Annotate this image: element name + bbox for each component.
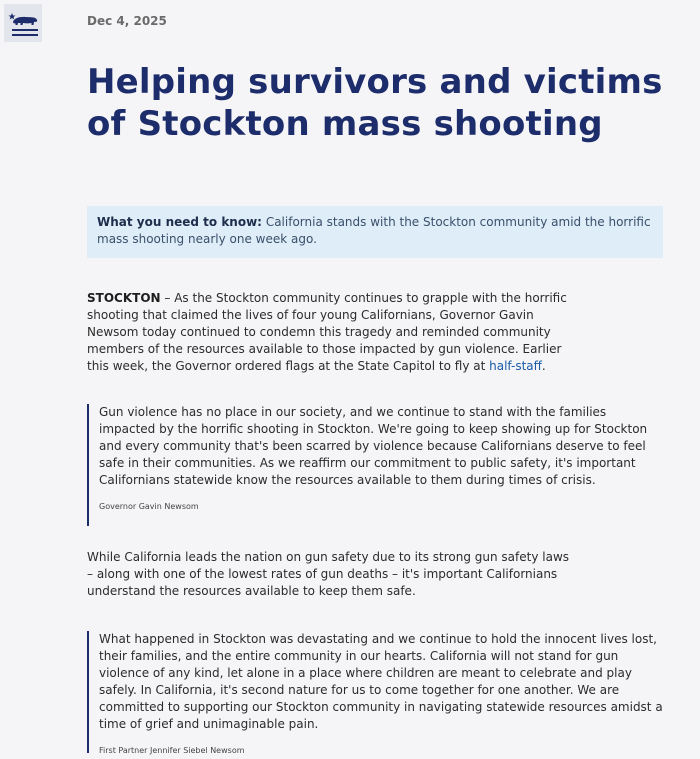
paragraph-end: . <box>541 359 546 373</box>
home-logo-button[interactable] <box>4 4 42 42</box>
dateline: STOCKTON <box>87 291 161 305</box>
paragraph-text: – As the Stockton community continues to grapple with the horrific shooting that claimed the lives of four young Californians, Governor Gavin Newsom today continued to condemn this tragedy and reminded community members of the resources available to those impacted by gun violence. Earlier this week, the Governor ordered flags at the State Capitol to fly at <box>87 291 567 373</box>
key-takeaway-callout <box>87 206 663 258</box>
callout-label: What you need to know: <box>97 215 262 229</box>
quote-text: Gun violence has no place in our society, and we continue to stand with the families impacted by the horrific shooting in Stockton. We're going to keep showing up for Stockton and every community that's been scarred by violence because Californians deserve to feel safe in their communities. As we reaffirm our commitment to public safety, it's important Californians statewide know the resources available to them during times of crisis. <box>99 405 648 487</box>
article-date: Dec 4, 2025 <box>87 14 167 28</box>
page-title: Helping survivors and victims of Stockton mass shooting <box>87 62 663 144</box>
quote-attribution: Governor Gavin Newsom <box>99 502 199 511</box>
callout-text: California stands with the Stockton community amid the horrific mass shooting nearly one week ago. <box>97 215 651 246</box>
bear-flag-icon <box>4 4 42 42</box>
quote-attribution: First Partner Jennifer Siebel Newsom <box>99 746 245 755</box>
quote-text: What happened in Stockton was devastating and we continue to hold the innocent lives lost, their families, and the entire community in our hearts. California will not stand for gun violence of any kind, let alone in a place where children are meant to celebrate and play safely. In California, it's second nature for us to come together for one another. We are committed to supporting our Stockton community in navigating statewide resources amidst a time of grief and unimaginable pain. <box>99 632 663 731</box>
article-paragraph: While California leads the nation on gun safety due to its strong gun safety laws – along with one of the lowest rates of gun deaths – it's important Californians understand the resources available to keep them safe. <box>87 550 570 598</box>
half-staff-link[interactable]: half-staff <box>489 359 542 373</box>
first-partner-quote <box>87 631 665 753</box>
article-paragraph <box>87 290 577 375</box>
governor-quote <box>87 404 665 526</box>
